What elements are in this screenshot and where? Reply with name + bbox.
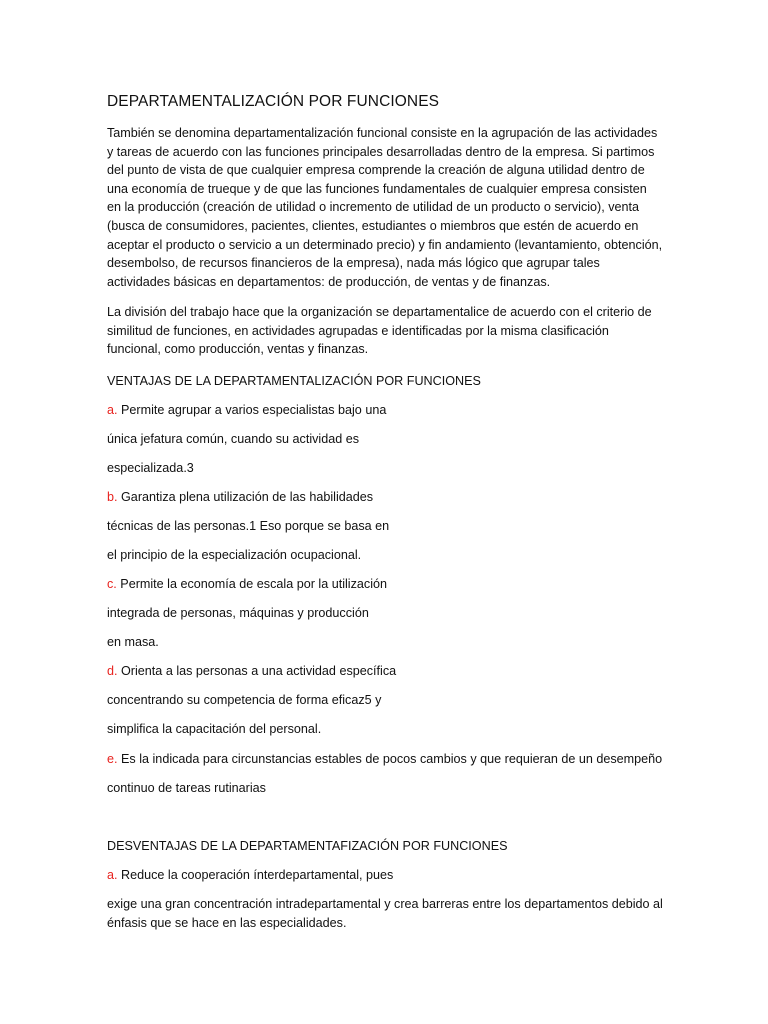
disadvantage-a-line-1: a. Reduce la cooperación ínterdepartamental, pues (107, 868, 394, 882)
advantage-d-line-2: concentrando su competencia de forma eficaz5 y (107, 693, 382, 707)
document-title: DEPARTAMENTALIZACIÓN POR FUNCIONES (107, 93, 440, 110)
advantage-c-line-1: c. Permite la economía de escala por la utilización (107, 577, 388, 591)
division-paragraph: La división del trabajo hace que la organización se departamentalice de acuerdo con el criterio de similitud de funciones, en actividades agrupadas e identificadas por la misma clasificación funcional, como producción, ventas y finanzas. (107, 305, 652, 357)
advantage-a-line-3: especializada.3 (107, 461, 194, 475)
advantage-c-line-2: integrada de personas, máquinas y producción (107, 606, 369, 620)
advantage-b-line-2: técnicas de las personas.1 Eso porque se basa en (107, 519, 390, 533)
disadvantages-heading: DESVENTAJAS DE LA DEPARTAMENTAFIZACIÓN POR FUNCIONES (107, 839, 508, 853)
advantage-c-line-3: en masa. (107, 635, 159, 649)
disadvantage-a-continuation: exige una gran concentración intradepartamental y crea barreras entre los departamentos debido al énfasis que se hace en las especialidades. (107, 897, 663, 930)
list-marker: c. (107, 577, 117, 591)
intro-paragraph: También se denomina departamentalización funcional consiste en la agrupación de las actividades y tareas de acuerdo con las funciones principales desarrolladas dentro de la empresa. Si partimos del punto de vista de que cualquier empresa comprende la creación de alguna utilidad dentro de una economía de trueque y de que las funciones fundamentales de cualquier empresa consisten en la producción (creación de utilidad o incremento de utilidad de un producto o servicio), venta (busca de consumidores, pacientes, clientes, estudiantes o miembros que estén de acuerdo en aceptar el producto o servicio a un determinado precio) y fin andamiento (levantamiento, obtención, desembolso, de recursos financieros de la empresa), nada más lógico que agrupar tales actividades básicas en departamentos: de producción, de ventas y de finanzas. (107, 126, 663, 289)
advantage-b-line-3: el principio de la especialización ocupacional. (107, 548, 362, 562)
advantage-a-line-2: única jefatura común, cuando su actividad es (107, 432, 360, 446)
advantage-e-line-2: continuo de tareas rutinarias (107, 781, 266, 795)
advantage-d-line-1: d. Orienta a las personas a una actividad específica (107, 664, 397, 678)
list-marker: e. (107, 752, 118, 766)
advantage-a-line-1: a. Permite agrupar a varios especialistas bajo una (107, 403, 387, 417)
advantages-heading: VENTAJAS DE LA DEPARTAMENTALIZACIÓN POR FUNCIONES (107, 374, 481, 388)
list-marker: a. (107, 403, 118, 417)
advantage-d-line-3: simplifica la capacitación del personal. (107, 722, 322, 736)
advantage-b-line-1: b. Garantiza plena utilización de las habilidades (107, 490, 374, 504)
list-marker: b. (107, 490, 118, 504)
list-marker: a. (107, 868, 118, 882)
advantage-e-line-1: e. Es la indicada para circunstancias estables de pocos cambios y que requieran de un desempeño (107, 752, 663, 766)
list-marker: d. (107, 664, 118, 678)
